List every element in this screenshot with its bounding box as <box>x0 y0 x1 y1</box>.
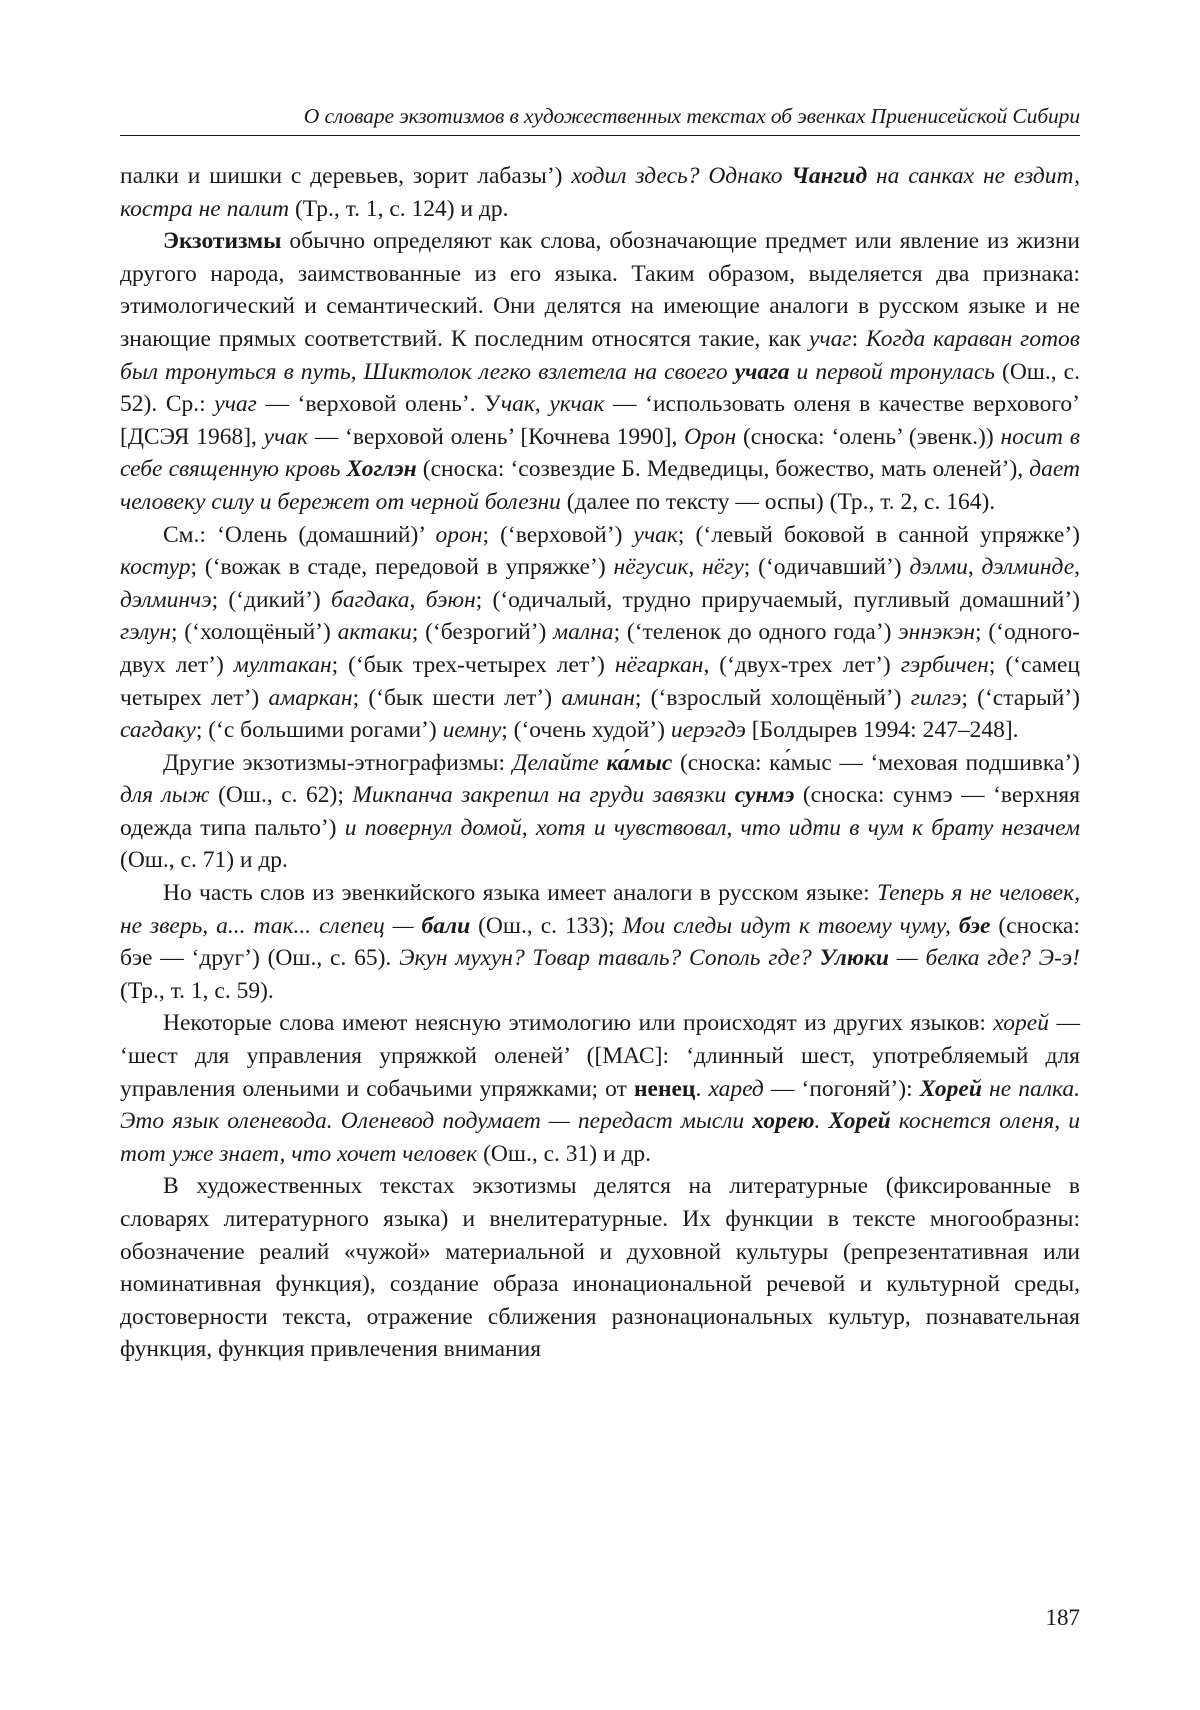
text-segment: (сноска: ‘олень’ (эвенк.)) <box>736 423 1001 450</box>
text-segment: См.: ‘Олень (домашний)’ <box>163 521 436 548</box>
running-header: О словаре экзотизмов в художественных текстах об эвенках Приенисейской Сибири <box>303 104 1080 128</box>
text-segment: учаг <box>809 325 852 352</box>
text-segment: ; (‘вожак в стаде, передовой в упряжке’) <box>190 554 614 581</box>
text-segment: (Ош., с. 52). Ср.: <box>120 358 1080 418</box>
text-segment: (Тр., т. 1, с. 124) и др. <box>289 195 509 222</box>
text-segment: укчак <box>549 391 605 418</box>
text-segment: дэлминде <box>981 554 1075 581</box>
text-segment: ; (‘взрослый холощёный’) <box>634 684 911 711</box>
text-segment: амаркан <box>268 684 353 711</box>
text-segment: Хорей <box>828 1108 891 1135</box>
text-segment: аминан <box>561 684 635 711</box>
paragraph <box>120 225 1080 518</box>
text-segment: палки и шишки с деревьев, зорит лабазы’) <box>120 163 572 189</box>
text-segment: ка́мыс <box>606 749 673 776</box>
paragraph <box>120 519 1080 747</box>
text-segment: ; (‘самец четырех лет’) <box>120 651 1081 711</box>
text-segment: Микпанча закрепил на груди завязки <box>352 782 735 809</box>
text-segment: гилгэ <box>910 684 962 711</box>
text-segment: учак <box>633 521 678 548</box>
text-segment: хорей <box>993 1010 1049 1037</box>
text-segment: (сноска: ка́мыс — ‘меховая подшивка’) <box>672 749 1081 776</box>
text-segment: бэюн <box>425 586 476 613</box>
page-number: 187 <box>1045 1605 1080 1630</box>
text-segment: учаг <box>214 391 257 418</box>
text-segment: эннэкэн <box>898 619 976 646</box>
text-segment: для лыж <box>120 782 210 809</box>
text-segment: . <box>695 1075 709 1102</box>
text-segment: гэрбичен <box>900 651 989 678</box>
text-segment: актаки <box>337 619 412 646</box>
text-segment: на санках не ездит, костра не палит <box>120 163 1080 222</box>
text-segment: , (‘двух-трех лет’) <box>703 651 901 678</box>
text-segment: не палка. Это язык оленевода. Оленевод подумает — передаст мысли <box>120 1075 1081 1135</box>
text-segment: ненец <box>633 1075 696 1102</box>
paragraph <box>120 1170 1080 1366</box>
text-segment: учак <box>263 423 309 450</box>
text-segment: дэлми <box>909 554 968 581</box>
text-segment: : <box>851 325 866 352</box>
text-segment: нёгу <box>702 554 744 581</box>
text-segment: , <box>967 554 982 581</box>
text-segment: Орон <box>684 423 737 450</box>
text-segment: Хорей <box>919 1075 982 1102</box>
text-segment: ; (‘бык трех-четырех лет’) <box>331 651 615 678</box>
text-segment: (сноска: ‘созвездие Б. Медведицы, божество, мать оленей’), <box>416 456 1030 483</box>
text-segment: хорею <box>752 1108 815 1135</box>
text-segment: мултакан <box>233 651 332 678</box>
text-segment: , <box>688 554 703 581</box>
text-segment: — ‘верховой олень’. У <box>256 391 501 418</box>
paragraph <box>120 877 1080 1007</box>
text-body <box>120 160 1080 1366</box>
text-segment: Когда караван готов был тронуться в путь, Шиктолок легко взлетела на своего <box>120 325 1080 385</box>
text-segment: иерэгдэ <box>670 717 746 744</box>
text-segment: бали <box>421 912 471 939</box>
text-segment: — ‘верховой олень’ [Кочнева 1990], <box>308 423 685 450</box>
text-segment: (Ош., с. 62); <box>209 782 353 809</box>
text-segment: Делайте <box>512 749 607 776</box>
text-segment: ходил здесь? Однако <box>571 163 792 189</box>
text-segment: ; (‘с большими рогами’) <box>195 717 443 744</box>
text-segment: орон <box>435 521 483 548</box>
text-segment: Некоторые слова имеют неясную этимологию или происходят из других языков: <box>163 1010 994 1037</box>
text-segment: . <box>814 1108 829 1135</box>
text-segment: Другие экзотизмы-этнографизмы: <box>163 749 513 776</box>
text-segment: иемну <box>442 717 502 744</box>
text-segment: (далее по тексту — оспы) (Тр., т. 2, с. 164). <box>560 488 996 515</box>
text-segment: (Ош., с. 133); <box>470 912 623 939</box>
text-segment: носит в себе священную кровь <box>120 423 1080 483</box>
text-segment: учага <box>734 358 790 385</box>
text-segment: , <box>534 391 550 418</box>
text-segment: и первой тронулась <box>789 358 995 385</box>
text-segment: сагдаку <box>120 717 196 744</box>
text-segment: гэлун <box>120 619 171 646</box>
text-segment: ; (‘одичалый, трудно приручаемый, пугливый домашний’) <box>475 586 1080 613</box>
text-segment: и повернул домой, хотя и чувствовал, что идти в чум к брату незачем <box>344 814 1080 841</box>
text-segment: ; (‘очень худой’) <box>501 717 671 744</box>
text-segment: , <box>1074 554 1081 581</box>
text-segment: ; (‘одичавший’) <box>743 554 910 581</box>
text-segment: — ‘шест для управления упряжкой оленей’ ([МАС]: ‘длинный шест, употребляемый для управления оленьими и собачьими упряжками; от <box>120 1010 1080 1102</box>
paragraph <box>120 1007 1080 1170</box>
text-segment: — ‘погоняй’): <box>763 1075 920 1102</box>
text-segment: харед <box>708 1075 764 1102</box>
text-segment: (Ош., с. 71) и др. <box>120 847 288 874</box>
text-segment: ; (‘безрогий’) <box>411 619 554 646</box>
text-segment: (Ош., с. 31) и др. <box>477 1140 652 1167</box>
text-segment: ; (‘верховой’) <box>482 521 634 548</box>
text-segment: ; (‘левый боковой в санной упряжке’) <box>677 521 1080 548</box>
text-segment: ; (‘бык шести лет’) <box>352 684 562 711</box>
text-segment: ; (‘старый’) <box>961 684 1080 711</box>
text-segment: (сноска: бэе — ‘друг’) (Ош., с. 65). <box>120 912 1081 972</box>
text-segment: обычно определяют как слова, обозначающие предмет или явление из жизни другого народа, заимствованные из его языка. Таким образом, выделяется два признака: этимологический и семантический. Они делятся на имеющие аналоги в русском языке и не знающие прямых соответствий. К последним относятся такие, как <box>120 228 1080 352</box>
text-segment: мална <box>553 619 614 646</box>
text-segment: Чангид <box>791 163 868 189</box>
text-segment: багдака <box>331 586 410 613</box>
paragraph <box>120 160 1080 225</box>
text-segment: бэе <box>958 912 991 939</box>
text-segment: нёгаркан <box>614 651 704 678</box>
text-segment: чак <box>500 391 535 418</box>
text-segment: ; (‘одного-двух лет’) <box>120 619 1080 678</box>
text-segment: Мои следы идут к твоему чуму, <box>622 912 959 939</box>
text-segment: сунмэ <box>734 782 795 809</box>
text-segment: (сноска: сунмэ — ‘верхняя одежда типа пальто’) <box>120 782 1080 841</box>
paragraph <box>120 747 1080 877</box>
text-segment: Хоглэн <box>346 456 417 483</box>
text-segment: ; (‘холощёный’) <box>170 619 338 646</box>
text-segment: Экун мухун? Товар таваль? Сополь где? <box>399 945 820 972</box>
text-segment: дэлминчэ <box>120 586 212 613</box>
text-segment: ; (‘дикий’) <box>211 586 331 613</box>
text-segment: Экзотизмы <box>163 228 282 255</box>
text-segment: (Тр., т. 1, с. 59). <box>120 977 274 1004</box>
text-segment: нёгусик <box>613 554 689 581</box>
header-rule <box>120 135 1080 136</box>
text-segment: — белка где? Э-э! <box>888 945 1080 972</box>
text-segment: В художественных текстах экзотизмы делятся на литературные (фиксированные в словарях литературного языка) и внелитературные. Их функции в тексте многообразны: обозначение реалий «чужой» материальной и духовной культуры (репрезентативная или номинативная функция), создание образа инонациональной речевой и культурной среды, достоверности текста, отражение сближения разнонациональных культур, познавательная функция, функция привлечения внимания <box>120 1173 1080 1363</box>
text-segment: Но часть слов из эвенкийского языка имеет аналоги в русском языке: <box>163 880 877 907</box>
text-segment: коснется оленя, и тот уже знает, что хочет человек <box>120 1108 1080 1167</box>
text-segment: — ‘использовать оленя в качестве верхового’ [ДСЭЯ 1968], <box>120 391 1081 450</box>
text-segment: ; (‘теленок до одного года’) <box>613 619 899 646</box>
text-segment: , <box>409 586 426 613</box>
text-segment: Теперь я не человек, не зверь, а... так... слепец — <box>120 880 1080 939</box>
text-segment: Улюки <box>819 945 889 972</box>
text-segment: костур <box>120 554 191 581</box>
text-segment: [Болдырев 1994: 247–248]. <box>745 717 1019 744</box>
text-segment: дает человеку силу и бережет от черной болезни <box>120 456 1080 515</box>
